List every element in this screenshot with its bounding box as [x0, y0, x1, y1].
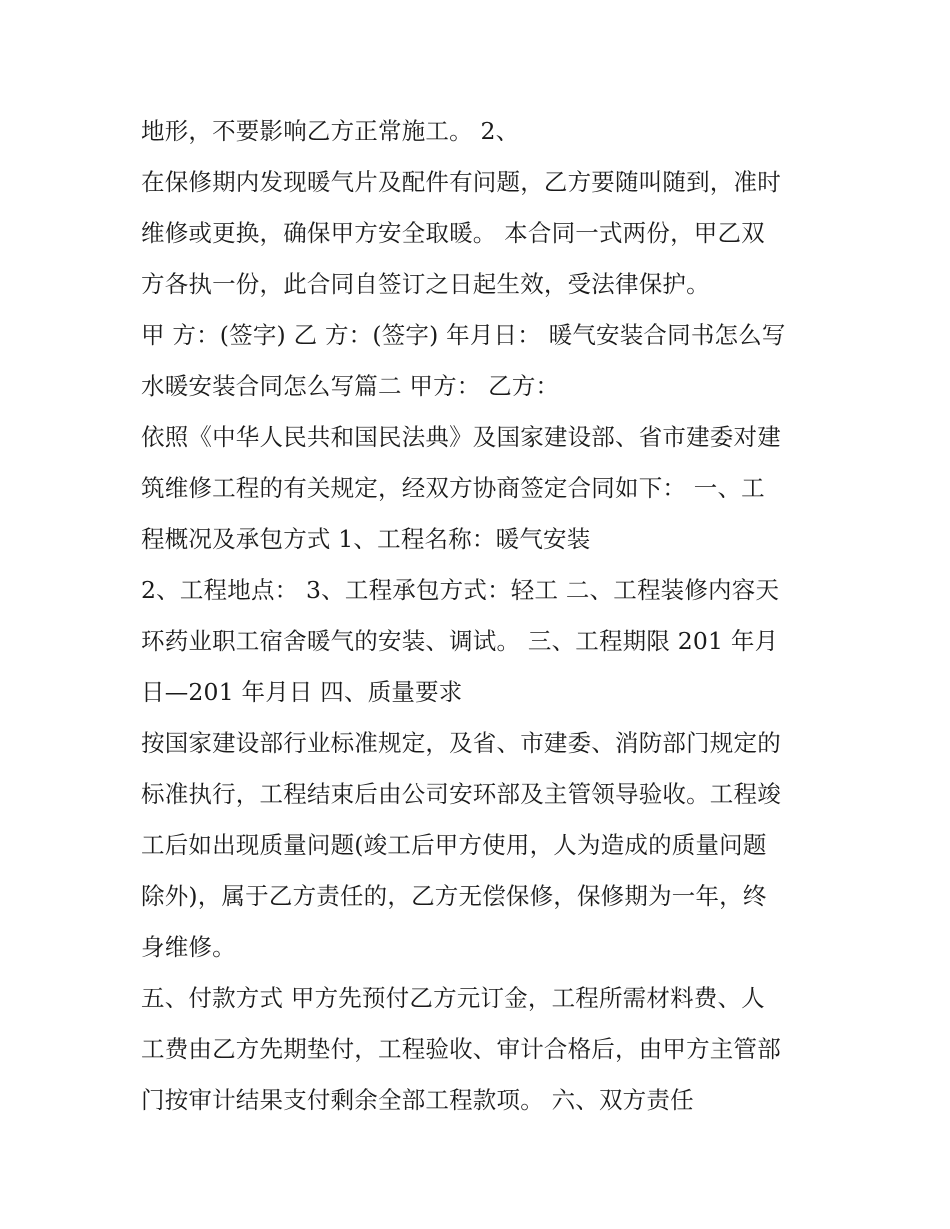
text-line: 维修或更换，确保甲方安全取暖。 本合同一式两份，甲乙双 — [141, 219, 765, 247]
text-line: 2、工程地点： 3、工程承包方式：轻工 二、工程装修内容天 — [141, 576, 780, 604]
text-line: 筑维修工程的有关规定，经双方协商签定合同如下： 一、工 — [141, 474, 765, 502]
contract-text-block — [141, 106, 821, 1126]
text-line: 水暖安装合同怎么写篇二 甲方： 乙方： — [141, 372, 560, 400]
text-line: 工后如出现质量问题(竣工后甲方使用，人为造成的质量问题 — [141, 831, 767, 859]
text-line: 除外)，属于乙方责任的，乙方无偿保修，保修期为一年，终 — [141, 882, 767, 910]
text-line: 五、付款方式 甲方先预付乙方元订金，工程所需材料费、人 — [141, 984, 765, 1012]
text-line: 身维修。 — [141, 933, 236, 961]
text-line: 按国家建设部行业标准规定，及省、市建委、消防部门规定的 — [141, 729, 781, 757]
text-line: 环药业职工宿舍暖气的安装、调试。 三、工程期限 201 年月 — [141, 627, 779, 655]
text-line: 甲 方：(签字) 乙 方：(签字) 年月日： 暖气安装合同书怎么写 — [141, 321, 786, 349]
text-line: 方各执一份，此合同自签订之日起生效，受法律保护。 — [141, 270, 710, 298]
text-line: 地形，不要影响乙方正常施工。 2、 — [141, 117, 520, 145]
text-line: 门按审计结果支付剩余全部工程款项。 六、双方责任 — [141, 1086, 694, 1114]
text-line: 日—201 年月日 四、质量要求 — [141, 678, 463, 706]
text-line: 依照《中华人民共和国民法典》及国家建设部、省市建委对建 — [141, 423, 781, 451]
text-line: 工费由乙方先期垫付，工程验收、审计合格后，由甲方主管部 — [141, 1035, 781, 1063]
text-line: 在保修期内发现暖气片及配件有问题，乙方要随叫随到，准时 — [141, 168, 781, 196]
text-line: 程概况及承包方式 1、工程名称：暖气安装 — [141, 525, 591, 553]
text-line: 标准执行，工程结束后由公司安环部及主管领导验收。工程竣 — [141, 780, 781, 808]
